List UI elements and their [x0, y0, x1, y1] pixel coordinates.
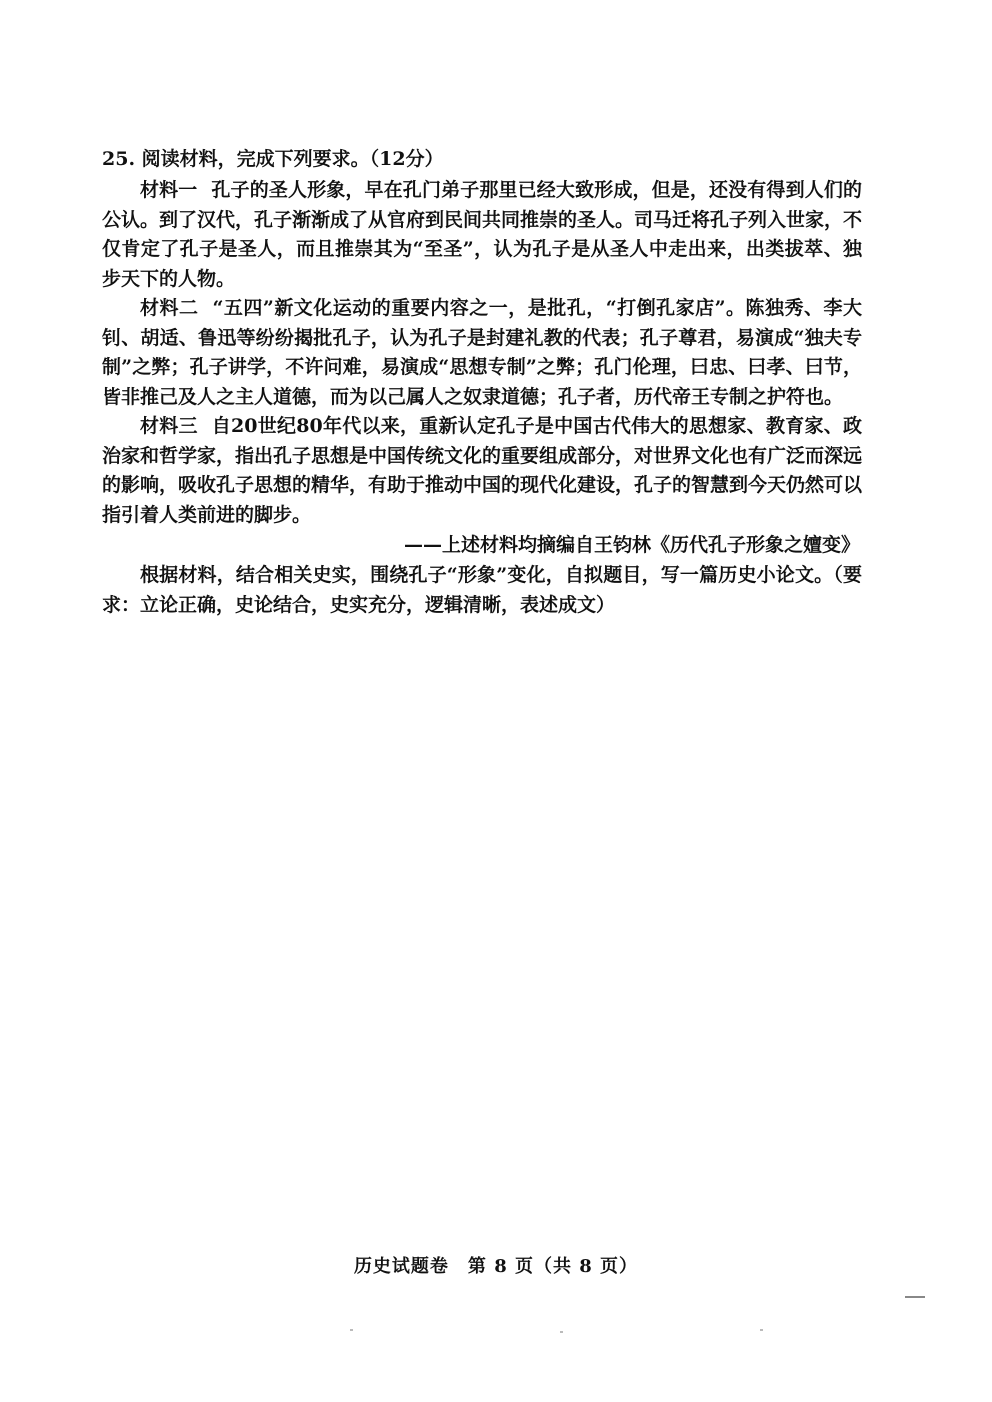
page-footer: 历史试题卷 第 8 页（共 8 页）	[353, 1256, 639, 1277]
material-one-text: 孔子的圣人形象，早在孔门弟子那里已经大致形成，但是，还没有得到人们的公认。到了汉代，孔子渐渐成了从官府到民间共同推崇的圣人。司马迁将孔子列入世家，不仅肯定了孔子是圣人，而且推崇其为“至圣”，认为孔子是从圣人中走出来，出类拔萃、独步天下的人物。	[102, 179, 863, 290]
scan-artifact-dot	[560, 1331, 563, 1333]
material-one	[102, 176, 862, 294]
scan-artifact-dot	[350, 1329, 353, 1331]
task-instruction: 根据材料，结合相关史实，围绕孔子“形象”变化，自拟题目，写一篇历史小论文。（要求：立论正确，史论结合，史实充分，逻辑清晰，表述成文）	[102, 564, 862, 616]
material-source: ——上述材料均摘编自王钧林《历代孔子形象之嬗变》	[403, 534, 860, 556]
question-25	[102, 145, 862, 620]
material-one-label: 材料一	[140, 179, 198, 201]
scan-artifact-mark	[905, 1296, 925, 1298]
scan-artifact-dot	[760, 1329, 763, 1331]
material-three	[102, 412, 862, 530]
material-two-label: 材料二	[140, 297, 199, 319]
material-two	[102, 294, 862, 412]
material-three-text: 自20世纪80年代以来，重新认定孔子是中国古代伟大的思想家、教育家、政治家和哲学家，指出孔子思想是中国传统文化的重要组成部分，对世界文化也有广泛而深远的影响，吸收孔子思想的精华，有助于推动中国的现代化建设，孔子的智慧到今天仍然可以指引着人类前进的脚步。	[102, 415, 863, 526]
question-title: 25. 阅读材料，完成下列要求。（12分）	[102, 148, 444, 170]
material-three-label: 材料三	[140, 415, 198, 437]
material-two-text: “五四”新文化运动的重要内容之一，是批孔，“打倒孔家店”。陈独秀、李大钊、胡适、鲁迅等纷纷揭批孔子，认为孔子是封建礼教的代表；孔子尊君，易演成“独夫专制”之弊；孔子讲学，不许问难，易演成“思想专制”之弊；孔门伦理，曰忠、曰孝、曰节，皆非推己及人之主人道德，而为以己属人之奴隶道德；孔子者，历代帝王专制之护符也。	[102, 297, 862, 408]
